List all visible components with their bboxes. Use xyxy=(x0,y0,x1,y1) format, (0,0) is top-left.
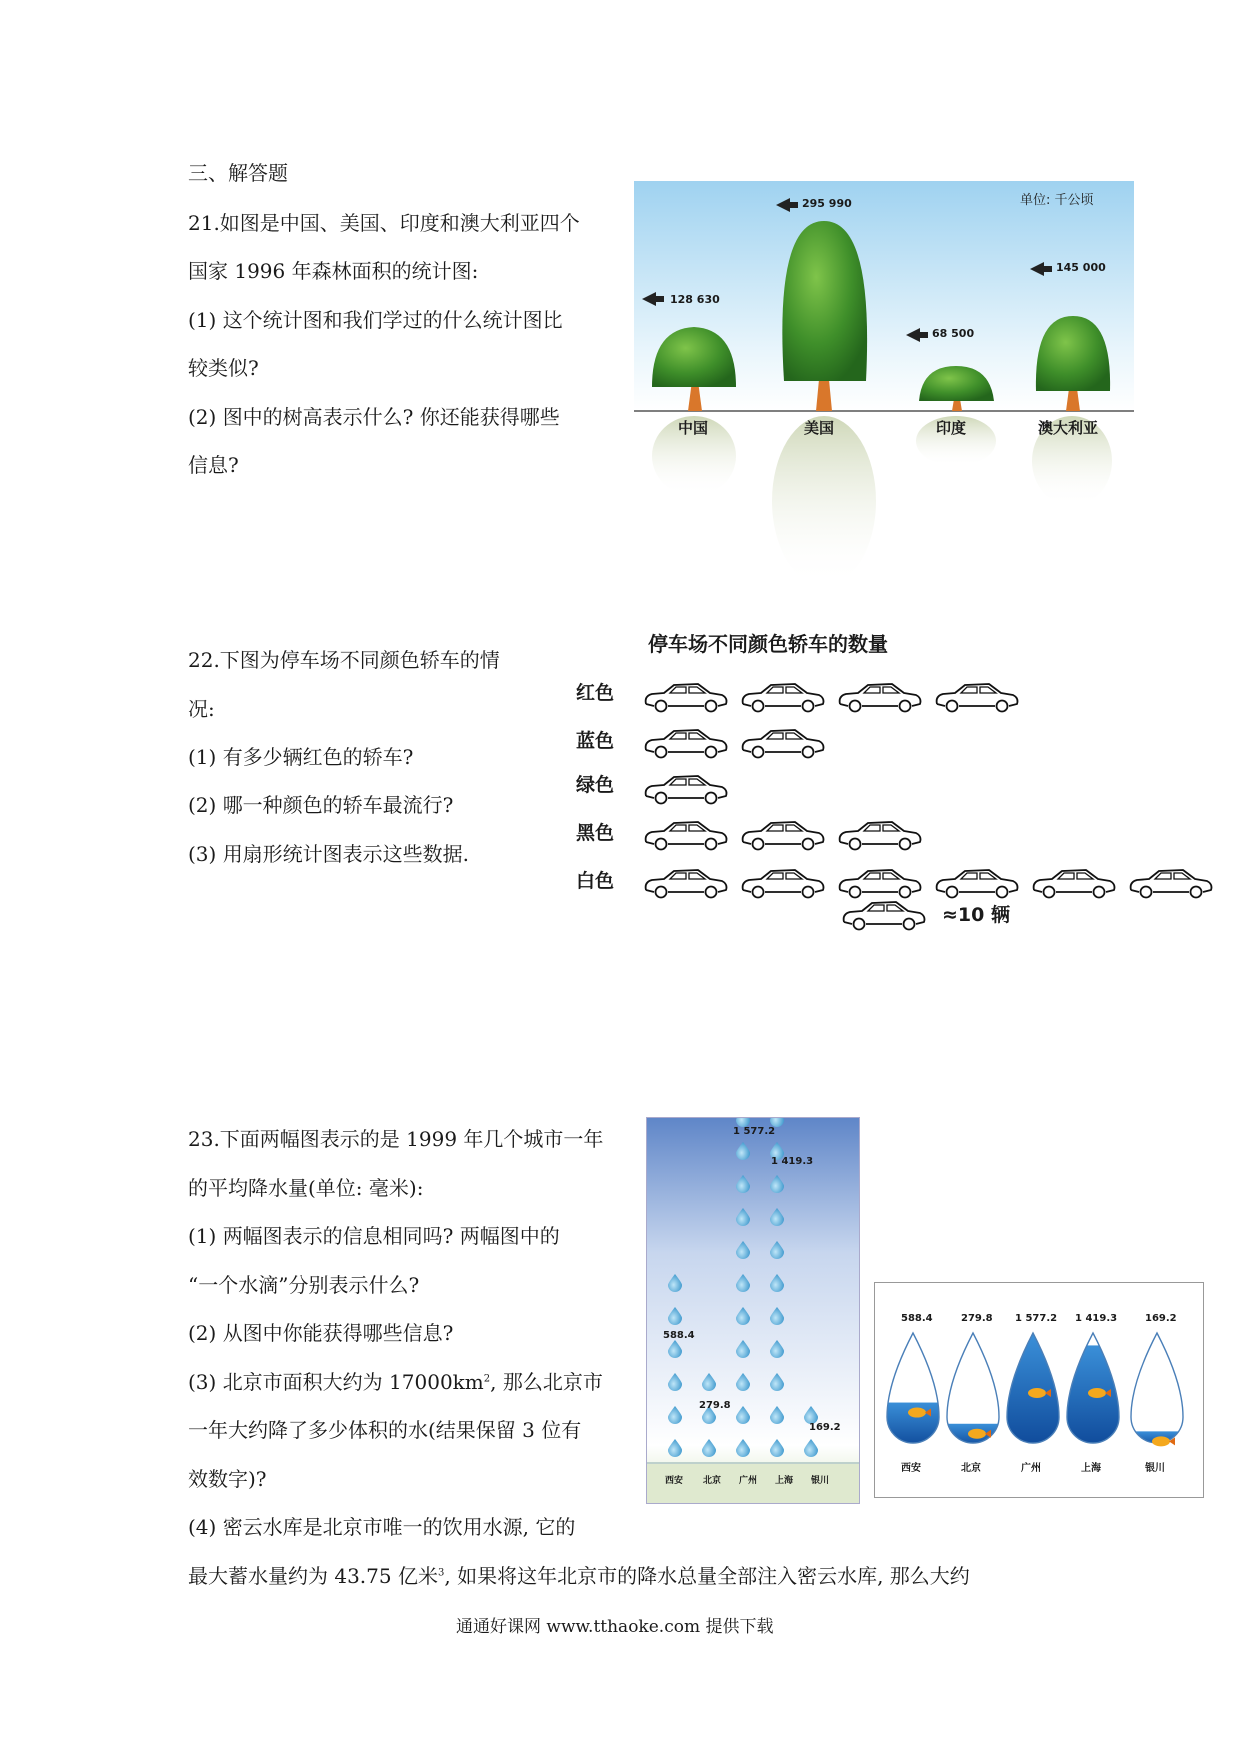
big-drop-outline xyxy=(1131,1333,1183,1443)
q23-line-8: 效数字)? xyxy=(188,1467,267,1491)
q23-line-1: 23.下面两幅图表示的是 1999 年几个城市一年 xyxy=(188,1127,604,1151)
footer-text: 通通好课网 www.tthaoke.com 提供下载 xyxy=(456,1617,774,1637)
car-icon-5-2 xyxy=(743,870,824,898)
city-label: 银川 xyxy=(811,1476,830,1486)
droplet-value-label: 1 577.2 xyxy=(733,1126,776,1137)
q23-line-2: 的平均降水量(单位: 毫米): xyxy=(188,1176,424,1200)
q23-line-10b: , 如果将这年北京市的降水总量全部注入密云水库, 那么大约 xyxy=(444,1564,970,1588)
big-drop-value-label: 1 577.2 xyxy=(1015,1313,1058,1324)
country-label: 澳大利亚 xyxy=(1038,419,1099,437)
car-icon-1-3 xyxy=(840,684,921,712)
country-label: 美国 xyxy=(804,419,835,437)
country-label: 印度 xyxy=(936,419,967,437)
droplet-value-label: 279.8 xyxy=(699,1400,731,1411)
q23-line-5: (2) 从图中你能获得哪些信息? xyxy=(188,1321,454,1345)
row-label: 红色 xyxy=(576,682,615,704)
rainfall-droplet-column-chart xyxy=(646,1117,860,1504)
pictograph-legend: ≈10 辆 xyxy=(942,904,1010,926)
q23-line-7: 一年大约降了多少体积的水(结果保留 3 位有 xyxy=(188,1418,582,1442)
big-drop-value-label: 1 419.3 xyxy=(1075,1313,1118,1324)
q23-line-6-exponent: 2 xyxy=(483,1373,491,1385)
q22-line-1: 22.下图为停车场不同颜色轿车的情 xyxy=(188,648,500,672)
droplet-columns-svg xyxy=(647,1118,859,1503)
q22-line-3: (1) 有多少辆红色的轿车? xyxy=(188,745,414,769)
tree-shadow xyxy=(772,416,876,576)
row-label: 绿色 xyxy=(576,774,615,796)
car-icon-5-1 xyxy=(646,870,727,898)
big-drop-city-label: 银川 xyxy=(1145,1463,1165,1474)
q23-line-4: “一个水滴”分别表示什么? xyxy=(188,1273,420,1297)
car-icon-2-2 xyxy=(743,730,824,758)
car-icon-4-3 xyxy=(840,822,921,850)
pictograph-title: 停车场不同颜色轿车的数量 xyxy=(648,632,888,656)
droplet-value-label: 588.4 xyxy=(663,1330,695,1341)
row-label: 蓝色 xyxy=(576,730,615,752)
q21-line-1: 21.如图是中国、美国、印度和澳大利亚四个 xyxy=(188,211,580,235)
fish-icon xyxy=(1152,1436,1170,1446)
car-icon-3-1 xyxy=(646,776,727,804)
city-label: 西安 xyxy=(665,1476,684,1486)
car-icon-5-5 xyxy=(1034,870,1115,898)
tree-value-label: 128 630 xyxy=(670,293,720,306)
car-icon-4-1 xyxy=(646,822,727,850)
q21-line-2: 国家 1996 年森林面积的统计图: xyxy=(188,259,479,283)
big-drop-city-label: 北京 xyxy=(961,1463,981,1474)
car-pictograph xyxy=(568,624,1218,934)
fish-icon xyxy=(1088,1388,1106,1398)
car-icon-5-6 xyxy=(1131,870,1212,898)
q22-line-2: 况: xyxy=(188,697,215,721)
car-icon-2-1 xyxy=(646,730,727,758)
droplet-value-label: 169.2 xyxy=(809,1422,841,1433)
car-icon-5-4 xyxy=(937,870,1018,898)
car-rows-svg xyxy=(568,624,1218,934)
q23-line-6a: (3) 北京市面积大约为 17000 xyxy=(188,1370,453,1394)
q21-line-5: (2) 图中的树高表示什么? 你还能获得哪些 xyxy=(188,405,560,429)
section-title: 三、解答题 xyxy=(188,161,288,185)
forest-tree-chart xyxy=(634,181,1134,576)
car-icon-5-3 xyxy=(840,870,921,898)
tree-value-label: 145 000 xyxy=(1056,261,1106,274)
q23-line-10-exponent: 3 xyxy=(437,1567,445,1579)
car-legend-icon xyxy=(844,902,925,930)
tree-value-label: 295 990 xyxy=(802,197,852,210)
city-label: 广州 xyxy=(739,1476,758,1486)
q23-line-9: (4) 密云水库是北京市唯一的饮用水源, 它的 xyxy=(188,1515,576,1539)
q23-line-3: (1) 两幅图表示的信息相同吗? 两幅图中的 xyxy=(188,1224,560,1248)
car-icon-4-2 xyxy=(743,822,824,850)
q23-line-6-unit: km xyxy=(452,1370,484,1394)
q22-line-4: (2) 哪一种颜色的轿车最流行? xyxy=(188,793,454,817)
city-label: 北京 xyxy=(703,1476,722,1486)
q23-line-10 xyxy=(188,1561,970,1591)
fish-icon xyxy=(968,1429,986,1439)
unit-label: 单位: 千公顷 xyxy=(1020,193,1094,208)
q23-line-6b: , 那么北京市 xyxy=(490,1370,603,1394)
tree-value-label: 68 500 xyxy=(932,327,975,340)
rainfall-big-droplet-chart xyxy=(874,1282,1204,1498)
q23-line-6 xyxy=(188,1367,603,1397)
big-drop-city-label: 西安 xyxy=(901,1463,921,1474)
car-icon-1-1 xyxy=(646,684,727,712)
q21-line-6: 信息? xyxy=(188,453,239,477)
city-label: 上海 xyxy=(775,1476,794,1486)
q21-line-3: (1) 这个统计图和我们学过的什么统计图比 xyxy=(188,308,563,332)
q23-line-10a: 最大蓄水量约为 43.75 亿米 xyxy=(188,1564,438,1588)
country-label: 中国 xyxy=(678,419,709,437)
row-label: 白色 xyxy=(576,870,615,892)
forest-tree-svg xyxy=(634,181,1134,576)
droplet-value-label: 1 419.3 xyxy=(771,1156,814,1167)
q22-line-5: (3) 用扇形统计图表示这些数据. xyxy=(188,842,470,866)
fish-icon xyxy=(908,1408,926,1418)
big-drop-value-label: 279.8 xyxy=(961,1313,993,1324)
row-label: 黑色 xyxy=(576,822,615,844)
big-drop-value-label: 588.4 xyxy=(901,1313,933,1324)
big-drop-city-label: 广州 xyxy=(1021,1463,1041,1474)
fish-icon xyxy=(1028,1388,1046,1398)
car-icon-1-2 xyxy=(743,684,824,712)
big-drop-city-label: 上海 xyxy=(1081,1463,1101,1474)
big-drop-value-label: 169.2 xyxy=(1145,1313,1177,1324)
q21-line-4: 较类似? xyxy=(188,356,259,380)
car-icon-1-4 xyxy=(937,684,1018,712)
